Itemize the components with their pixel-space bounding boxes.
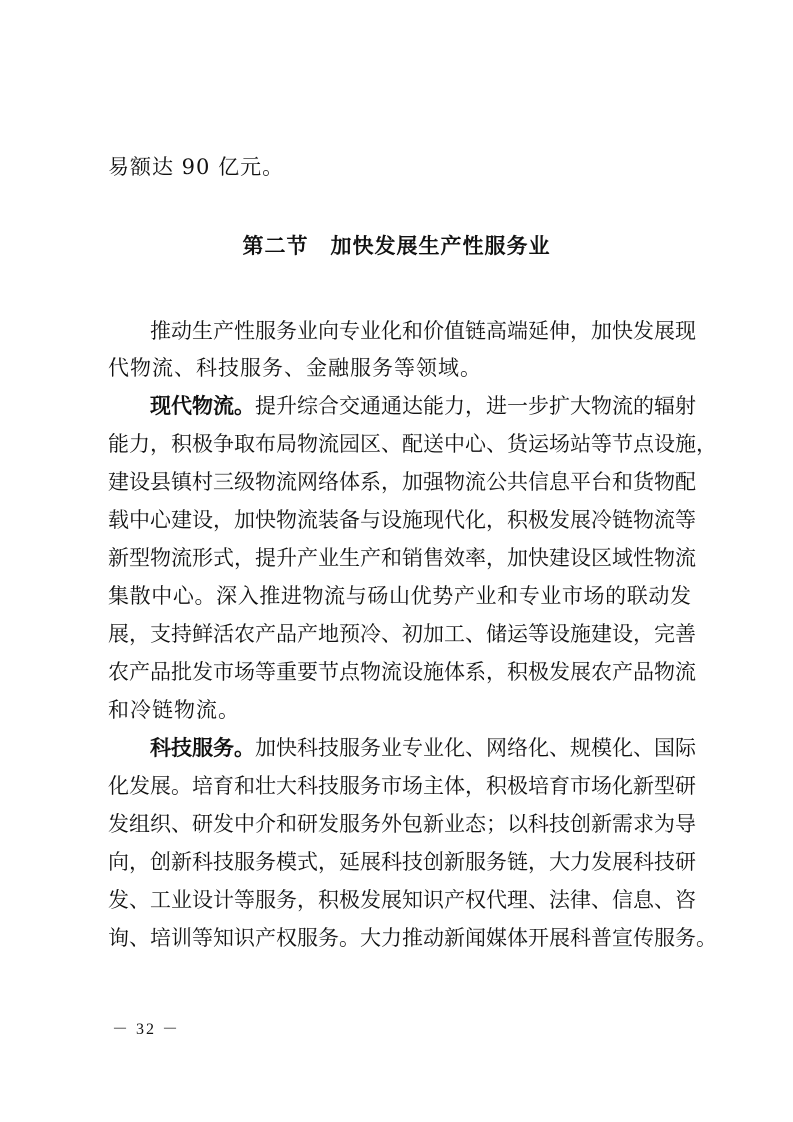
text-line: 向，创新科技服务模式，延展科技创新服务链，大力发展科技研: [108, 850, 696, 874]
text-line: 建设县镇村三级物流网络体系，加强物流公共信息平台和货物配: [108, 470, 696, 494]
text-line: 和冷链物流。: [108, 698, 240, 722]
text-line: 发、工业设计等服务，积极发展知识产权代理、法律、信息、咨: [108, 888, 696, 912]
text-line: 集散中心。深入推进物流与砀山优势产业和专业市场的联动发: [108, 584, 691, 608]
text-line: 新型物流形式，提升产业生产和销售效率，加快建设区域性物流: [108, 546, 696, 570]
term-tech: 科技服务。: [150, 735, 255, 760]
text-span: 提升综合交通通达能力，进一步扩大物流的辐射: [255, 394, 696, 418]
text-line: 询、培训等知识产权服务。大力推动新闻媒体开展科普宣传服务。: [108, 926, 717, 950]
text-line: 推动生产性服务业向专业化和价值链高端延伸，加快发展现: [150, 319, 696, 343]
text-line: 易额达 90 亿元。: [108, 155, 285, 179]
text-line: 载中心建设，加快物流装备与设施现代化，积极发展冷链物流等: [108, 508, 696, 532]
text-line: 化发展。培育和壮大科技服务市场主体，积极培育市场化新型研: [108, 774, 696, 798]
paragraph-first-line: [150, 735, 696, 761]
text-line: 农产品批发市场等重要节点物流设施体系，积极发展农产品物流: [108, 660, 696, 684]
page-number: － 32 －: [112, 1021, 181, 1038]
text-line: 展，支持鲜活农产品产地预冷、初加工、储运等设施建设，完善: [108, 622, 696, 646]
text-line: 发组织、研发中介和研发服务外包新业态；以科技创新需求为导: [108, 812, 696, 836]
paragraph-first-line: [150, 393, 696, 419]
text-span: 加快科技服务业专业化、网络化、规模化、国际: [255, 736, 696, 760]
text-line: 代物流、科技服务、金融服务等领域。: [108, 356, 482, 380]
text-line: 能力，积极争取布局物流园区、配送中心、货运场站等节点设施，: [108, 432, 717, 456]
term-logistics: 现代物流。: [150, 393, 255, 418]
section-heading: 第二节 加快发展生产性服务业: [242, 234, 551, 258]
